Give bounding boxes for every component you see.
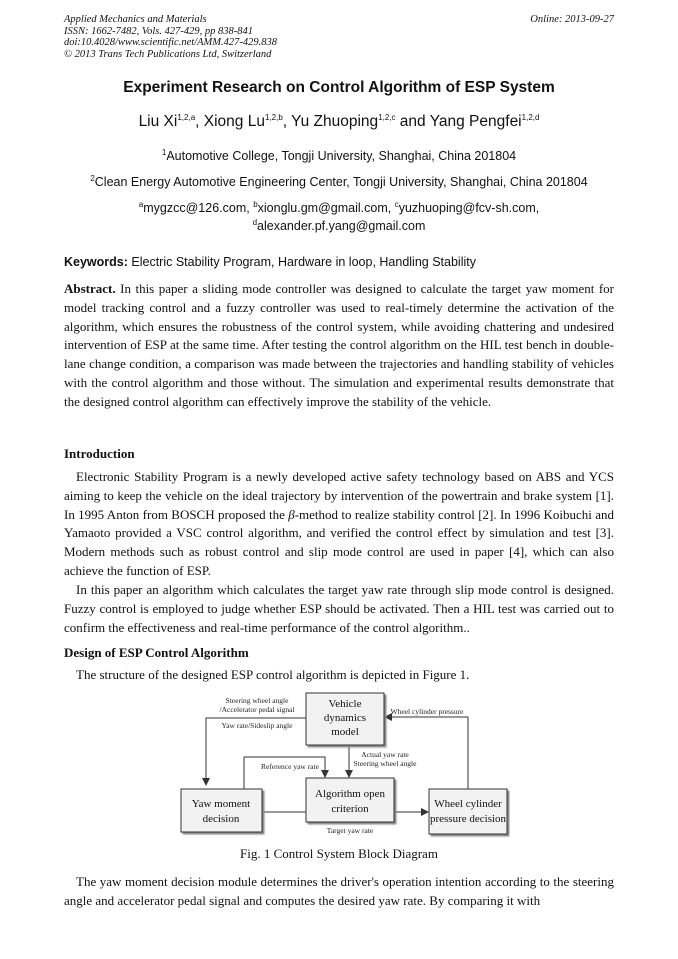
affiliation-2 (40, 175, 638, 189)
box-text: Algorithm open (315, 788, 385, 800)
wheel-cylinder-box (429, 789, 507, 834)
paragraph (64, 468, 614, 581)
email: alexander.pf.yang@gmail.com (257, 219, 426, 233)
paragraph: The yaw moment decision module determines the driver's operation intention according to the steering angle and accelerator pedal signal and computes the desired yaw rate. By comparing it with (64, 874, 614, 908)
journal-name: Applied Mechanics and Materials (64, 14, 207, 25)
keywords-label: Keywords: (64, 255, 128, 269)
sup: d (252, 217, 258, 227)
abstract (64, 280, 614, 412)
section-heading: Introduction (64, 446, 135, 461)
label: Steering wheel angle (225, 696, 289, 705)
label: Reference yaw rate (261, 762, 319, 771)
sup: 1 (161, 147, 167, 157)
text: -method to realize stability control [2]. In 1996 Koibuchi and Yamaoto provided a VSC control algorithm, and verified the control effect by simulation and test [3]. Modern methods such as robust control and slip mode control are used in paper [4], which can also achieve the function of ESP. (64, 506, 614, 578)
affil-text: Clean Energy Automotive Engineering Center, Tongji University, Shanghai, China 201804 (94, 175, 588, 189)
sup: a (138, 199, 144, 209)
sep: , (195, 113, 204, 130)
label: /Accelerator pedal signal (219, 705, 295, 714)
emails (64, 199, 614, 235)
issn: ISSN: 1662-7482, Vols. 427-429, pp 838-841 (64, 25, 253, 37)
keywords-text: Electric Stability Program, Hardware in loop, Handling Stability (127, 255, 476, 269)
box-text: Wheel cylinder (434, 798, 502, 810)
box-text: criterion (331, 803, 369, 815)
email: mygzcc@126.com, (143, 201, 254, 215)
online-date: Online: 2013-09-27 (530, 14, 614, 25)
box-text: Vehicle (328, 698, 362, 710)
paragraph: The structure of the designed ESP control algorithm is depicted in Figure 1. (76, 667, 470, 682)
box-text: decision (202, 813, 240, 825)
paragraph: In this paper an algorithm which calculates the target yaw rate through slip mode control is designed. Fuzzy control is employed to judge whether ESP should be activated. Then a HIL test was carried out to confirm the effectiveness and real-time performance of the control algorithm.. (64, 582, 614, 635)
journal-header (64, 14, 277, 60)
sep: and (395, 113, 430, 130)
paper-title: Experiment Research on Control Algorithm of ESP System (123, 79, 555, 96)
affil-text: Automotive College, Tongji University, Shanghai, China 201804 (166, 149, 517, 163)
algorithm-box (306, 778, 394, 822)
box-text: model (331, 726, 359, 738)
label: Target yaw rate (326, 826, 374, 835)
author-sup: 1,2,b (264, 112, 283, 122)
box-text: Yaw moment (191, 798, 251, 810)
figure-caption: Fig. 1 Control System Block Diagram (240, 846, 438, 861)
copyright: © 2013 Trans Tech Publications Ltd, Switzerland (64, 48, 272, 60)
author-sup: 1,2,c (378, 112, 396, 122)
sup: 2 (90, 173, 95, 183)
box-text: dynamics (323, 712, 367, 724)
box-text: pressure decision (429, 813, 507, 825)
sup: b (253, 199, 258, 209)
label: Wheel cylinder pressure (390, 707, 464, 716)
email: yuzhuoping@fcv-sh.com, (398, 201, 540, 215)
label: Yaw rate/Sideslip angle (221, 721, 293, 730)
abstract-label: Abstract. (64, 281, 116, 296)
beta: β (288, 506, 295, 522)
yaw-moment-box (181, 789, 262, 832)
label: Actual yaw rate (361, 750, 409, 759)
author-sup: 1,2,d (521, 112, 540, 122)
section-heading: Design of ESP Control Algorithm (64, 645, 249, 660)
author: Yu Zhuoping (291, 113, 379, 130)
authors (64, 113, 614, 131)
abstract-text: In this paper a sliding mode controller was designed to calculate the target yaw moment for model tracking control and a fuzzy controller was used to real-timely determine the activation of the algorithm, which ensures the robustness of the control system, while avoiding chattering and undesired intervention of ESP at the same time. After testing the control algorithm on the HIL test bench in double-lane change condition, a comparison was made between the trajectories and handling stability of vehicles with the control algorithm and those without. The simulation and experimental results demonstrate that the designed control algorithm can effectively improve the stability of the vehicle. (64, 281, 614, 409)
author: Yang Pengfei (429, 113, 522, 130)
author: Liu Xi (138, 113, 178, 130)
affiliation-1 (64, 149, 614, 163)
text: Electronic Stability Program is a newly developed active safety technology based on ABS and YCS aiming to keep the vehicle on the ideal trajectory by intervention of the powertrain and brake system [1]. In 1995 Anton from BOSCH proposed the (64, 469, 614, 522)
block-diagram (170, 685, 510, 840)
sep: , (282, 113, 292, 130)
author: Xiong Lu (203, 113, 265, 130)
doi: doi:10.4028/www.scientific.net/AMM.427-429.838 (64, 37, 277, 48)
sup: c (394, 199, 399, 209)
label: Steering wheel angle (353, 759, 417, 768)
email: xionglu.gm@gmail.com, (257, 201, 395, 215)
author-sup: 1,2,a (177, 112, 196, 122)
keywords (64, 255, 614, 269)
